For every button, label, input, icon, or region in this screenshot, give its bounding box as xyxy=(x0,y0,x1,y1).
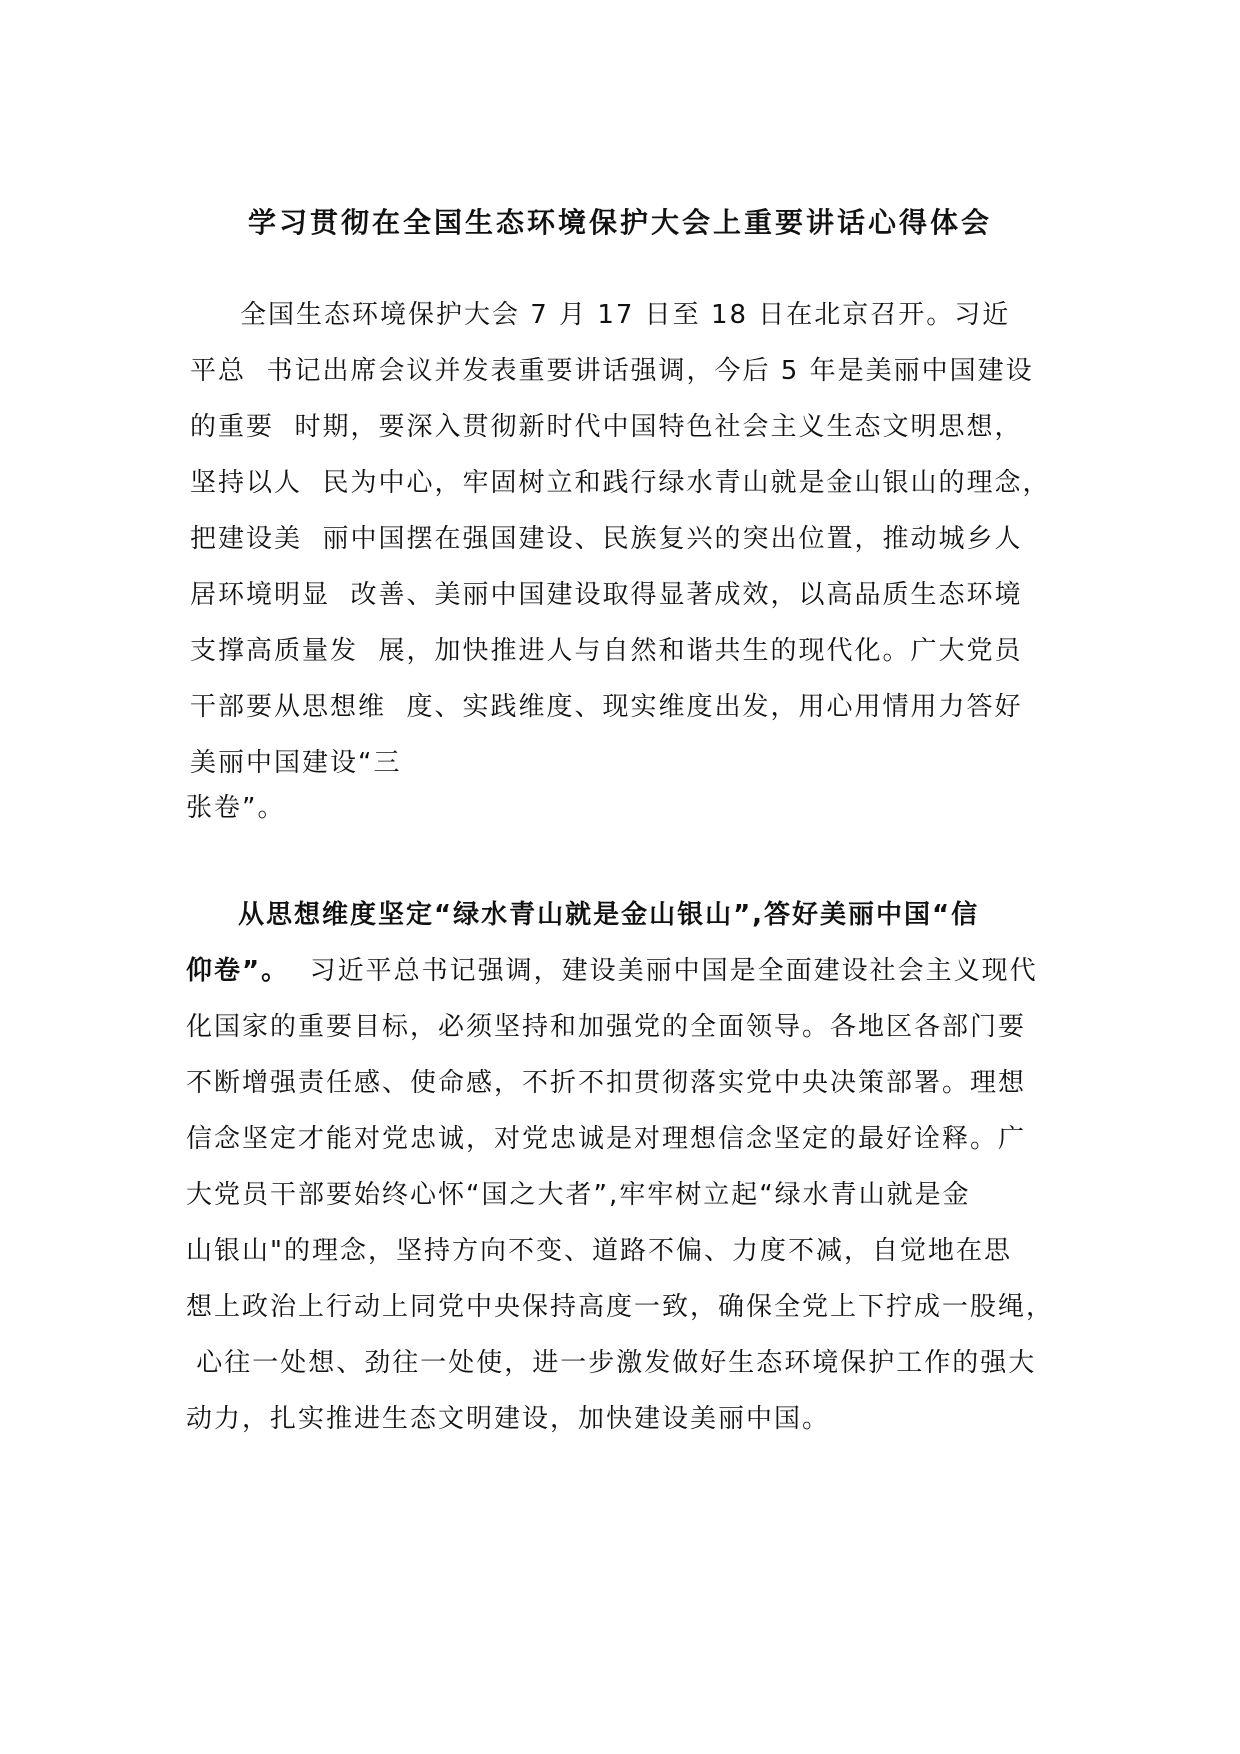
paragraph2-line: 大党员干部要始终心怀“国之大者”,牢牢树立起“绿水青山就是金 xyxy=(186,1180,971,1210)
paragraph2-line: 信念坚定才能对党忠诚，对党忠诚是对理想信念坚定的最好诠释。广 xyxy=(186,1124,1027,1154)
paragraph1-line: 美丽中国建设“三 xyxy=(190,748,402,778)
paragraph1-line: 坚持以人 民为中心，牢固树立和践行绿水青山就是金山银山的理念， xyxy=(190,468,1051,498)
paragraph1-line: 把建设美 丽中国摆在强国建设、民族复兴的突出位置，推动城乡人 xyxy=(190,524,1023,554)
paragraph2-line xyxy=(186,951,1038,991)
paragraph2-line: 化国家的重要目标，必须坚持和加强党的全面领导。各地区各部门要 xyxy=(186,1012,1027,1042)
document-title: 学习贯彻在全国生态环境保护大会上重要讲话心得体会 xyxy=(247,206,992,239)
paragraph2-line: 心往一处想、劲往一处使，进一步激发做好生态环境保护工作的强大 xyxy=(186,1348,1037,1378)
paragraph1-line: 干部要从思想维 度、实践维度、现实维度出发，用心用情用力答好 xyxy=(190,692,1023,722)
paragraph2-line: 想上政治上行动上同党中央保持高度一致，确保全党上下拧成一股绳， xyxy=(186,1292,1055,1322)
paragraph2-text: 习近平总书记强调，建设美丽中国是全面建设社会主义现代 xyxy=(289,956,1038,986)
paragraph1-line: 全国生态环境保护大会 7 月 17 日至 18 日在北京召开。习近 xyxy=(240,300,1011,330)
section-heading: 从思想维度坚定“绿水青山就是金山银山”,答好美丽中国“信 xyxy=(238,900,980,930)
paragraph1-line: 平总 书记出席会议并发表重要讲话强调，今后 5 年是美丽中国建设 xyxy=(190,356,1034,386)
paragraph1-line: 张卷”。 xyxy=(186,793,286,823)
paragraph1-line: 的重要 时期，要深入贯彻新时代中国特色社会主义生态文明思想， xyxy=(190,412,1023,442)
paragraph1-line: 支撑高质量发 展，加快推进人与自然和谐共生的现代化。广大党员 xyxy=(190,636,1023,666)
paragraph1-line: 居环境明显 改善、美丽中国建设取得显著成效，以高品质生态环境 xyxy=(190,580,1023,610)
paragraph2-line: 不断增强责任感、使命感，不折不扣贯彻落实党中央决策部署。理想 xyxy=(186,1068,1027,1098)
paragraph2-line: 动力，扎实推进生态文明建设，加快建设美丽中国。 xyxy=(186,1404,831,1434)
paragraph2-line: 山银山"的理念，坚持方向不变、道路不偏、力度不减，自觉地在思 xyxy=(186,1236,1012,1266)
section-heading-end: 仰卷”。 xyxy=(186,956,290,986)
